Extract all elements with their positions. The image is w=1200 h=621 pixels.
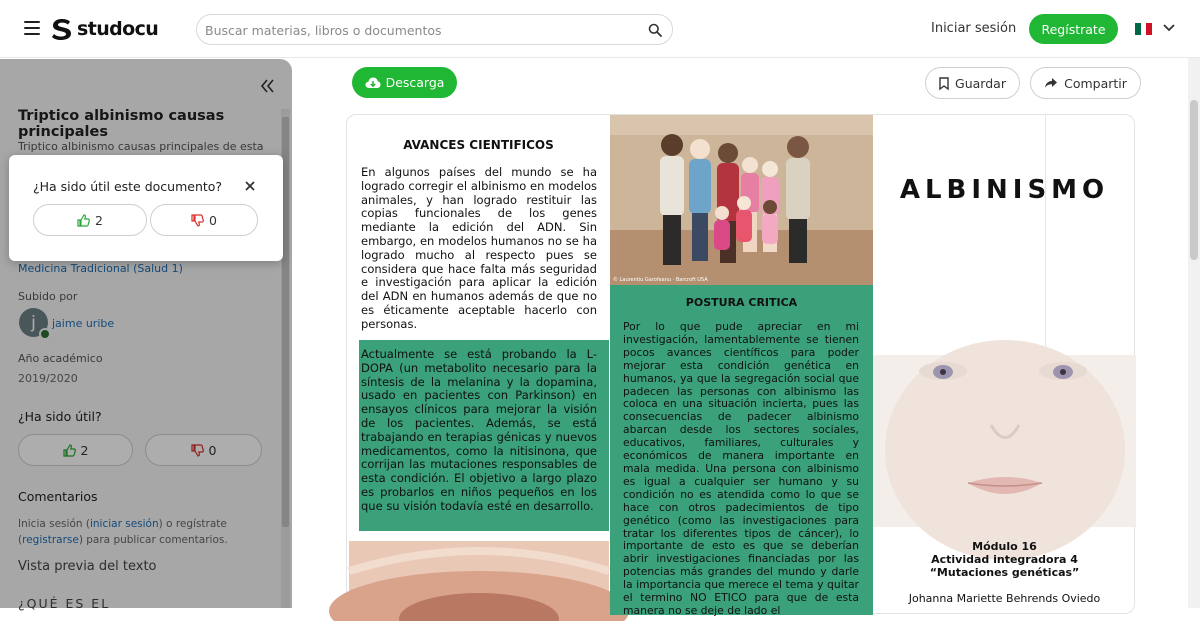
text-preview-heading: Vista previa del texto [18, 559, 157, 574]
course-link[interactable]: Medicina Tradicional (Salud 1) [18, 262, 183, 275]
menu-icon[interactable] [24, 21, 40, 35]
section-heading: AVANCES CIENTIFICOS [403, 138, 554, 152]
collapse-sidebar-icon[interactable] [259, 78, 275, 94]
sidebar [0, 59, 292, 611]
comments-login-prompt [18, 516, 268, 548]
thumbs-down-icon [191, 214, 204, 227]
module-label: Módulo 16 [972, 540, 1037, 553]
chevron-down-icon[interactable] [1163, 24, 1175, 32]
feedback-popup [9, 155, 283, 261]
comments-heading: Comentarios [18, 489, 98, 504]
avatar-badge-icon [39, 328, 51, 340]
photo-credit: © Laurentiu Garofeanu · Barcroft USA [613, 277, 708, 283]
sidebar-scrollbar-thumb[interactable] [282, 117, 289, 527]
comments-text-2: ) o regístrate ( [18, 518, 227, 546]
document-description: Triptico albinismo causas principales de esta [18, 140, 264, 153]
thumbs-down-icon [191, 444, 204, 457]
register-button[interactable]: Regístrate [1029, 14, 1118, 44]
section-heading: POSTURA CRITICA [685, 296, 798, 309]
login-link-inline[interactable]: iniciar sesión [89, 518, 159, 530]
save-label: Guardar [955, 75, 1006, 91]
upvote-button[interactable] [18, 434, 133, 466]
popup-downvote-count: 0 [209, 212, 217, 228]
share-label: Compartir [1064, 75, 1127, 91]
activity-label: Actividad integradora 4 [931, 553, 1078, 566]
cover-title: ALBINISMO [899, 175, 1110, 205]
register-link-inline[interactable]: registrarse [22, 534, 79, 546]
mexico-flag-icon[interactable] [1135, 23, 1152, 35]
download-label: Descarga [385, 75, 445, 90]
family-photo-image [610, 115, 873, 285]
logo[interactable] [50, 16, 158, 42]
avatar[interactable]: j [19, 308, 48, 337]
triptych-column-2 [610, 115, 873, 615]
uploader-link[interactable]: jaime uribe [52, 317, 115, 330]
paragraph: En algunos países del mundo se ha logrado corregir el albinismo en modelos animales, y han logrado restituir las copias funcionales de los genes mediante la edición del ADN. Sin embargo, en modelos humanos no se ha logrado mucho al respecto pues se considera que hace falta más seguridad e investigación para aplicar la edición del ADN en humanos además de que no es éticamente aceptable hacerlo con personas. [361, 165, 597, 331]
thumbs-up-icon [63, 444, 76, 457]
academic-year-label: Año académico [18, 352, 103, 365]
cloud-download-icon [365, 76, 381, 89]
login-link[interactable]: Iniciar sesión [931, 21, 1017, 36]
close-icon[interactable] [242, 178, 258, 194]
flag-stripe-red [1146, 23, 1152, 35]
document-title: Triptico albinismo causas principales [18, 108, 225, 140]
downvote-button[interactable] [145, 434, 262, 466]
popup-upvote-count: 2 [95, 212, 103, 228]
popup-question: ¿Ha sido útil este documento? [33, 179, 223, 194]
popup-upvote-button[interactable] [33, 204, 147, 236]
logo-text: studocu [77, 18, 159, 40]
save-button[interactable] [925, 67, 1020, 99]
studocu-logo-icon [50, 17, 74, 41]
document-preview [346, 114, 1135, 617]
triptych-column-1 [347, 115, 610, 615]
popup-downvote-button[interactable] [150, 204, 258, 236]
page-scrollbar-thumb[interactable] [1190, 100, 1198, 260]
paragraph: Por lo que pude apreciar en mi investigación, lamentablemente se tienen pocos avances científicos para poder mejorar esta condición genética en humanos, ya que la segregación social que padecen las personas con albinismo las coloca en una situación incierta, pues las consecuencias de padecer albinismo abarcan desde los sectores sociales, educativos, familiares, culturales y económicos de manera importante en mala medida. Una persona con albinismo es igual a cualquier ser humano y su condición no es atendida como lo que se hace con otros padecimientos de tipo genético (como las investigaciones para tratar los diferentes tipos de cáncer), lo importante de esto es que se deberían abrir investigaciones financiadas por las potencias más grandes del mundo y darle la importancia que merece el tema y quitar el termino NO ETICO para que de esta manera no se deje de lado el [623, 320, 859, 617]
share-button[interactable] [1030, 67, 1141, 99]
thumbs-up-icon [77, 214, 90, 227]
upvote-count: 2 [80, 442, 89, 458]
triptych-column-3 [873, 115, 1136, 615]
download-button[interactable] [352, 67, 457, 98]
cover-subtitle: “Mutaciones genéticas” [929, 566, 1080, 579]
text-preview-snippet: ¿QUÉ ES EL [18, 596, 111, 611]
paragraph: Actualmente se está probando la L-DOPA (un metabolito necesario para la síntesis de la melanina y la dopamina, usado en pacientes con Parkinson) en ensayos clínicos para mejorar la visión de los pacientes. Además, se está trabajando en terapias génicas y nuevos medicamentos, como la nitisinona, que corrijan las mutaciones responsables de esta condición. El objetivo a largo plazo es probarlos en niños pequeños en los que su visión todavía esté en desarrollo. [361, 347, 597, 513]
downvote-count: 0 [208, 442, 217, 458]
page-divider [1045, 115, 1046, 355]
comments-text-3: ) para publicar comentarios. [78, 534, 228, 546]
comments-text-1: Inicia sesión ( [18, 518, 90, 530]
author-name: Johanna Mariette Behrends Oviedo [908, 592, 1101, 605]
top-bar [0, 0, 1200, 58]
search-icon[interactable] [648, 23, 662, 37]
search-bar[interactable] [196, 14, 673, 45]
academic-year-value: 2019/2020 [18, 372, 78, 385]
eye-closeup-image [349, 541, 609, 621]
bookmark-icon [939, 77, 949, 90]
uploaded-by-label: Subido por [18, 290, 78, 303]
useful-label: ¿Ha sido útil? [18, 409, 102, 424]
albino-face-image [873, 355, 1136, 527]
share-icon [1044, 77, 1058, 89]
search-input[interactable] [205, 21, 635, 39]
